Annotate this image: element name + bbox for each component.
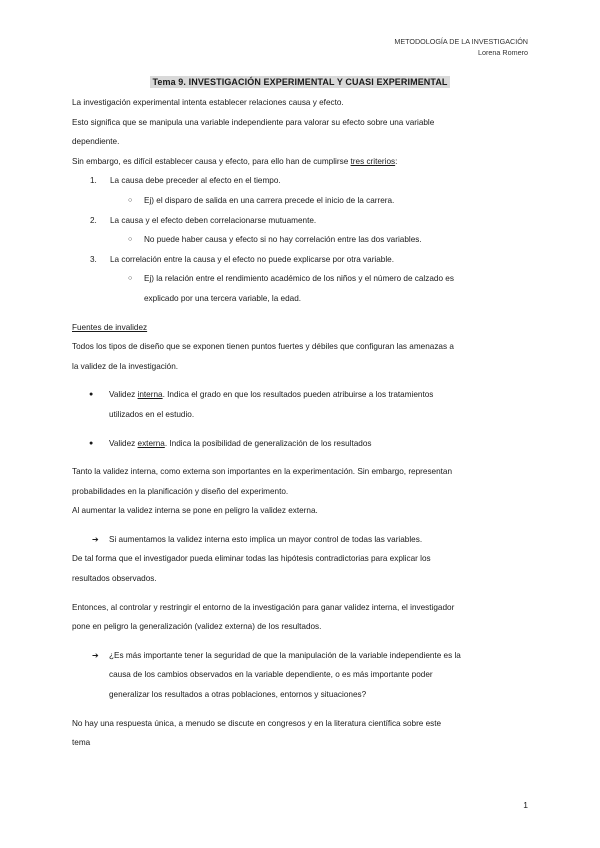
circle-bullet-icon: ○ [128,275,133,283]
fuentes-p1a: Todos los tipos de diseño que se exponen tienen puntos fuertes y débiles que configuran las amenazas a [72,342,454,352]
circle-bullet-icon: ○ [128,236,133,244]
intro-p2b: dependiente. [72,137,120,147]
fuentes-p2a: Tanto la validez interna, como externa son importantes en la experimentación. Sin embargo, representan [72,467,453,477]
criterion-2: 2. La causa y el efecto deben correlacionarse mutuamente. [90,215,317,225]
bullet-dot-icon: ● [89,391,94,399]
underlined-text: tres criterios [350,156,396,166]
fuentes-p4b: resultados observados. [72,574,157,584]
criterion-2-example: ○ No puede haber causa y efecto si no hay correlación entre las dos variables. [72,230,532,250]
document-body [72,93,532,753]
arrow-item-question-l3: generalizar los resultados a otras poblaciones, entornos y situaciones? [109,690,367,700]
bullet-validez-externa: ● Validez externa. Indica la posibilidad de generalización de los resultados [72,434,532,454]
criterion-3: 3. La correlación entre la causa y el efecto no puede explicarse por otra variable. [90,254,394,264]
arrow-right-icon: ➔ [92,534,99,544]
intro-p1: La investigación experimental intenta establecer relaciones causa y efecto. [72,98,344,107]
bullet-dot-icon: ● [89,439,94,447]
page-header [394,36,528,58]
fuentes-p1b: la validez de la investigación. [72,361,179,371]
fuentes-p2b: probabilidades en la planificación y diseño del experimento. [72,486,289,496]
criterion-3-example-cont: explicado por una tercera variable, la edad. [144,293,302,303]
title-text: Tema 9. INVESTIGACIÓN EXPERIMENTAL Y CUASI EXPERIMENTAL [152,77,448,87]
fuentes-p5a: Entonces, al controlar y restringir el entorno de la investigación para ganar validez interna, el investigador [72,602,455,612]
fuentes-p4a: De tal forma que el investigador pueda eliminar todas las hipótesis contradictorias para explicar los [72,554,431,564]
arrow-item-1: ➔ Si aumentamos la validez interna esto implica un mayor control de todas las variables. [72,530,532,550]
intro-p3: Sin embargo, es difícil establecer causa y efecto, para ello han de cumplirse tres criterios: [72,156,398,166]
criterion-3-example: ○ Ej) la relación entre el rendimiento académico de los niños y el número de calzado es [72,269,532,289]
fuentes-p3: Al aumentar la validez interna se pone en peligro la validez externa. [72,506,318,516]
criterion-1-example: ○ Ej) el disparo de salida en una carrera precede el inicio de la carrera. [72,191,532,211]
bullet-validez-interna-cont: utilizados en el estudio. [109,409,195,419]
arrow-right-icon: ➔ [92,650,99,660]
arrow-item-question: ➔ ¿Es más importante tener la seguridad de que la manipulación de la variable independiente es la [72,646,532,666]
circle-bullet-icon: ○ [128,196,133,204]
bullet-validez-interna: ● Validez interna. Indica el grado en que los resultados pueden atribuirse a los tratamientos [72,385,532,405]
fuentes-p5b: pone en peligro la generalización (validez externa) de los resultados. [72,622,322,632]
intro-p2a: Esto significa que se manipula una variable independiente para valorar su efecto sobre una variable [72,117,435,127]
fuentes-p6b: tema [72,738,91,748]
page-number: 1 [523,800,528,810]
document-title [0,72,600,90]
fuentes-p6a: No hay una respuesta única, a menudo se discute en congresos y en la literatura científica sobre este [72,718,442,728]
header-course: METODOLOGÍA DE LA INVESTIGACIÓN [394,37,528,46]
header-author: Lorena Romero [478,48,528,57]
arrow-item-question-l2: causa de los cambios observados en la variable dependiente, o es más importante poder [109,670,433,680]
criterion-1: 1. La causa debe preceder al efecto en el tiempo. [90,176,281,186]
section-heading: Fuentes de invalidez [72,322,148,332]
